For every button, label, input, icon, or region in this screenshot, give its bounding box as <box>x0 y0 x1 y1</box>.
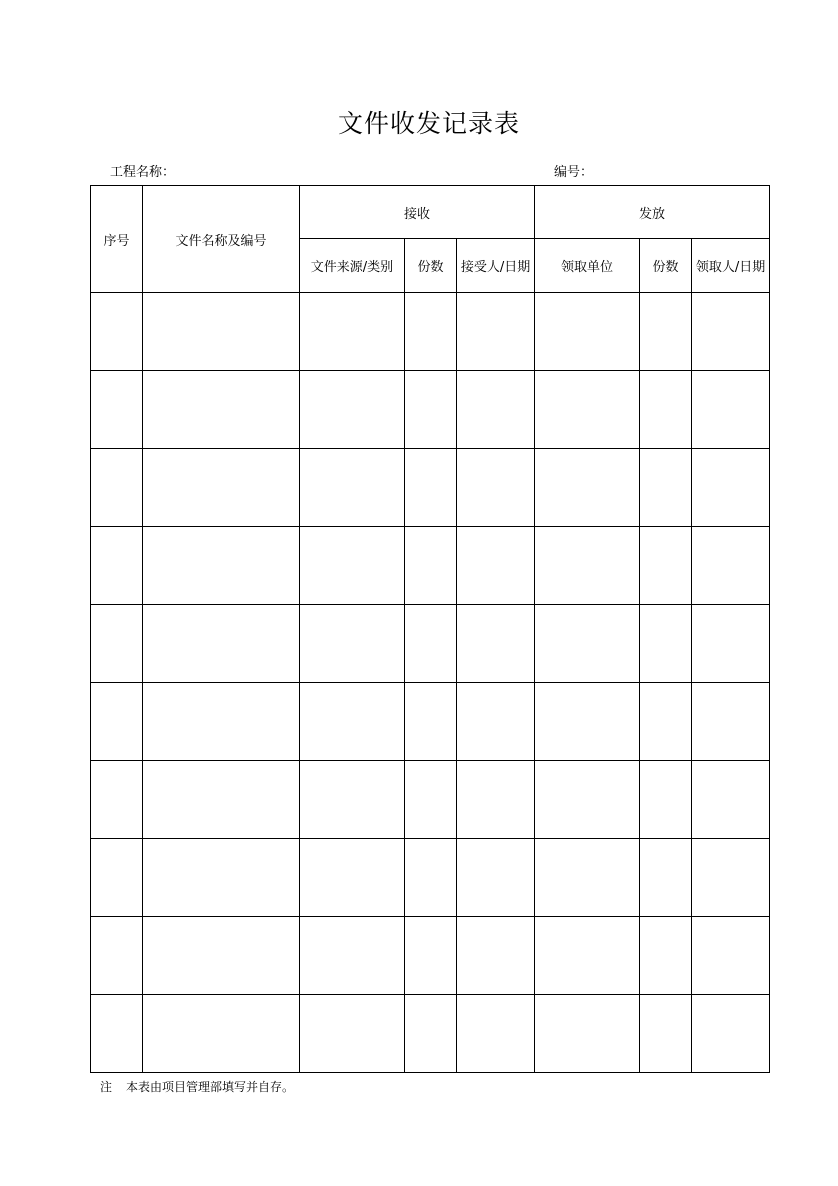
table-cell[interactable] <box>457 839 535 917</box>
table-cell[interactable] <box>535 761 640 839</box>
table-cell[interactable] <box>535 293 640 371</box>
table-cell[interactable] <box>457 917 535 995</box>
table-cell[interactable] <box>143 527 300 605</box>
table-cell[interactable] <box>535 527 640 605</box>
table-cell[interactable] <box>640 605 692 683</box>
table-cell[interactable] <box>692 527 770 605</box>
table-cell[interactable] <box>91 449 143 527</box>
table-cell[interactable] <box>143 683 300 761</box>
table-cell[interactable] <box>143 449 300 527</box>
table-cell[interactable] <box>457 293 535 371</box>
table-row <box>91 527 770 605</box>
table-row <box>91 293 770 371</box>
table-cell[interactable] <box>143 839 300 917</box>
table-cell[interactable] <box>300 371 405 449</box>
header-receive-group: 接收 <box>300 186 535 239</box>
table-cell[interactable] <box>143 605 300 683</box>
table-cell[interactable] <box>405 839 457 917</box>
record-table <box>90 185 770 1073</box>
table-cell[interactable] <box>535 449 640 527</box>
header-receive-source: 文件来源/类别 <box>300 239 405 293</box>
footnote <box>100 1078 294 1095</box>
table-cell[interactable] <box>300 527 405 605</box>
project-name-label: 工程名称： <box>110 165 176 180</box>
table-cell[interactable] <box>300 605 405 683</box>
table-cell[interactable] <box>640 761 692 839</box>
table-cell[interactable] <box>692 839 770 917</box>
table-cell[interactable] <box>640 449 692 527</box>
table-cell[interactable] <box>640 683 692 761</box>
table-cell[interactable] <box>300 917 405 995</box>
table-cell[interactable] <box>91 527 143 605</box>
table-cell[interactable] <box>640 527 692 605</box>
table-row <box>91 605 770 683</box>
header-receive-person-date: 接受人/日期 <box>457 239 535 293</box>
table-cell[interactable] <box>300 449 405 527</box>
table-cell[interactable] <box>91 683 143 761</box>
table-cell[interactable] <box>535 683 640 761</box>
table-cell[interactable] <box>91 605 143 683</box>
table-cell[interactable] <box>91 761 143 839</box>
table-cell[interactable] <box>535 839 640 917</box>
table-row <box>91 371 770 449</box>
table-cell[interactable] <box>300 293 405 371</box>
table-cell[interactable] <box>143 917 300 995</box>
table-cell[interactable] <box>535 917 640 995</box>
code-label: 编号： <box>554 165 594 180</box>
table-cell[interactable] <box>405 683 457 761</box>
table-cell[interactable] <box>91 917 143 995</box>
table-cell[interactable] <box>405 995 457 1073</box>
table-cell[interactable] <box>640 293 692 371</box>
table-cell[interactable] <box>640 839 692 917</box>
header-dispatch-unit: 领取单位 <box>535 239 640 293</box>
table-row <box>91 995 770 1073</box>
table-cell[interactable] <box>300 839 405 917</box>
table-cell[interactable] <box>692 683 770 761</box>
header-row-1 <box>91 186 770 239</box>
header-index: 序号 <box>91 186 143 293</box>
table-cell[interactable] <box>457 527 535 605</box>
table-row <box>91 683 770 761</box>
table-cell[interactable] <box>91 839 143 917</box>
table-cell[interactable] <box>457 371 535 449</box>
table-cell[interactable] <box>640 917 692 995</box>
table-cell[interactable] <box>143 761 300 839</box>
table-cell[interactable] <box>91 293 143 371</box>
table-cell[interactable] <box>692 605 770 683</box>
table-cell[interactable] <box>457 761 535 839</box>
table-cell[interactable] <box>405 371 457 449</box>
table-cell[interactable] <box>535 371 640 449</box>
header-dispatch-group: 发放 <box>535 186 770 239</box>
footnote-label: 注 <box>100 1080 113 1094</box>
table-cell[interactable] <box>457 683 535 761</box>
table-cell[interactable] <box>405 527 457 605</box>
table-cell[interactable] <box>405 449 457 527</box>
table-cell[interactable] <box>457 449 535 527</box>
table-cell[interactable] <box>692 449 770 527</box>
table-cell[interactable] <box>457 605 535 683</box>
table-cell[interactable] <box>143 995 300 1073</box>
table-cell[interactable] <box>692 995 770 1073</box>
table-row <box>91 449 770 527</box>
table-row <box>91 917 770 995</box>
header-doc-name: 文件名称及编号 <box>143 186 300 293</box>
header-receive-copies: 份数 <box>405 239 457 293</box>
table-row <box>91 839 770 917</box>
page-title: 文件收发记录表 <box>337 109 520 138</box>
table-row <box>91 761 770 839</box>
header-dispatch-copies: 份数 <box>640 239 692 293</box>
table-cell[interactable] <box>405 761 457 839</box>
table-cell[interactable] <box>300 761 405 839</box>
table-cell[interactable] <box>640 371 692 449</box>
table-cell[interactable] <box>457 995 535 1073</box>
table-cell[interactable] <box>640 995 692 1073</box>
table-cell[interactable] <box>91 371 143 449</box>
table-cell[interactable] <box>405 605 457 683</box>
table-cell[interactable] <box>405 293 457 371</box>
table-cell[interactable] <box>143 293 300 371</box>
table-cell[interactable] <box>300 683 405 761</box>
table-cell[interactable] <box>692 917 770 995</box>
footnote-text: 本表由项目管理部填写并自存。 <box>126 1080 295 1094</box>
header-dispatch-person-date: 领取人/日期 <box>692 239 770 293</box>
table-cell[interactable] <box>91 995 143 1073</box>
table-cell[interactable] <box>535 605 640 683</box>
table-cell[interactable] <box>535 995 640 1073</box>
table-cell[interactable] <box>405 917 457 995</box>
table-cell[interactable] <box>143 371 300 449</box>
table-cell[interactable] <box>692 293 770 371</box>
table-cell[interactable] <box>692 371 770 449</box>
table-cell[interactable] <box>300 995 405 1073</box>
table-cell[interactable] <box>692 761 770 839</box>
